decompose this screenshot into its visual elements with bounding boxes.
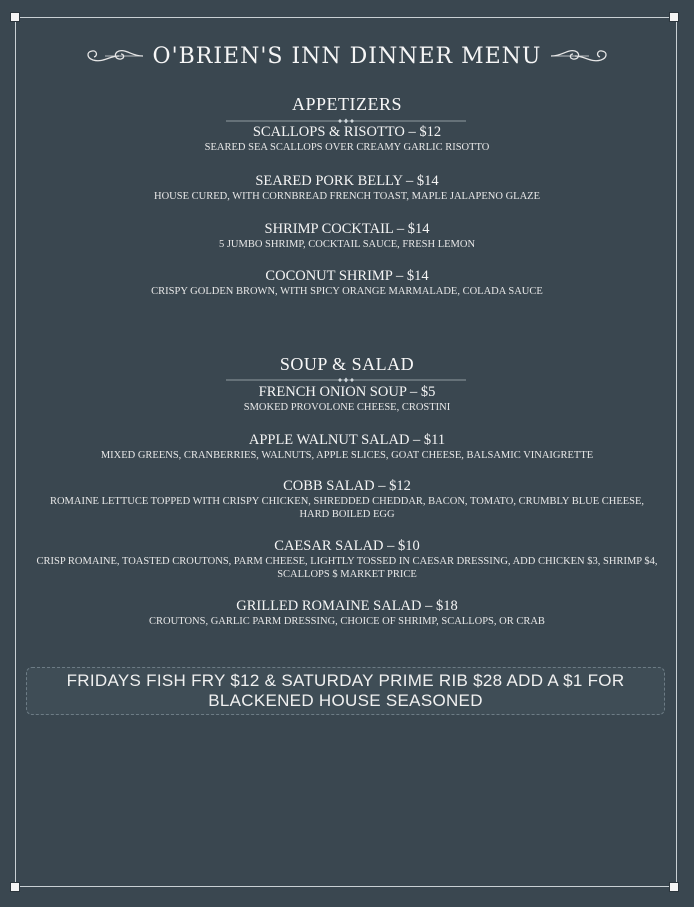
specials-banner-text: FRIDAYS FISH FRY $12 & SATURDAY PRIME RIB $28 ADD A $1 FOR BLACKENED HOUSE SEASONED [66, 671, 625, 710]
item-name: CAESAR SALAD – $10 [274, 538, 420, 554]
scroll-flourish-left-icon [83, 45, 145, 67]
item-description: CRISPY GOLDEN BROWN, WITH SPICY ORANGE MARMALADE, COLADA SAUCE [151, 286, 543, 297]
item-name: COBB SALAD – $12 [283, 478, 411, 494]
item-description: HOUSE CURED, WITH CORNBREAD FRENCH TOAST, MAPLE JALAPENO GLAZE [154, 191, 540, 202]
corner-square-icon [669, 882, 679, 892]
menu-item [40, 478, 654, 521]
item-name: APPLE WALNUT SALAD – $11 [248, 432, 446, 448]
item-description: ROMAINE LETTUCE TOPPED WITH CRISPY CHICKEN, SHREDDED CHEDDAR, BACON, TOMATO, CRUMBLY BLUE CHEESE, HARD BOILED EGG [49, 496, 645, 520]
section-heading-soup-salad: SOUP & SALAD [279, 354, 415, 374]
item-description: 5 JUMBO SHRIMP, COCKTAIL SAUCE, FRESH LEMON [218, 239, 476, 250]
section-heading-appetizers: APPETIZERS [291, 94, 402, 114]
menu-item [30, 432, 664, 462]
title-row [0, 40, 694, 72]
corner-square-icon [10, 882, 20, 892]
menu-item [34, 538, 660, 581]
item-description: MIXED GREENS, CRANBERRIES, WALNUTS, APPLE SLICES, GOAT CHEESE, BALSAMIC VINAIGRETTE [100, 450, 594, 461]
menu-item [30, 384, 664, 414]
menu-item [30, 124, 664, 154]
scroll-flourish-right-icon [549, 45, 611, 67]
item-description: CROUTONS, GARLIC PARM DRESSING, CHOICE OF SHRIMP, SCALLOPS, OR CRAB [149, 616, 545, 627]
menu-title: O'BRIEN'S INN DINNER MENU [152, 43, 542, 69]
menu-item [30, 173, 664, 203]
item-name: COCONUT SHRIMP – $14 [265, 268, 429, 284]
item-description: SEARED SEA SCALLOPS OVER CREAMY GARLIC RISOTTO [204, 142, 490, 153]
item-description: SMOKED PROVOLONE CHEESE, CROSTINI [243, 402, 451, 413]
menu-item [30, 221, 664, 251]
diamond-divider-icon [226, 376, 466, 384]
item-name: GRILLED ROMAINE SALAD – $18 [236, 598, 458, 614]
specials-banner [26, 667, 665, 715]
menu-item [30, 598, 664, 628]
item-name: SHRIMP COCKTAIL – $14 [264, 221, 430, 237]
item-description: CRISP ROMAINE, TOASTED CROUTONS, PARM CHEESE, LIGHTLY TOSSED IN CAESAR DRESSING, ADD CHICKEN $3, SHRIMP $4, SCALLOPS $ MARKET PRICE [36, 556, 658, 580]
menu-item [30, 268, 664, 298]
item-name: FRENCH ONION SOUP – $5 [258, 384, 436, 400]
corner-square-icon [669, 12, 679, 22]
item-name: SEARED PORK BELLY – $14 [255, 173, 439, 189]
item-name: SCALLOPS & RISOTTO – $12 [252, 124, 442, 140]
corner-square-icon [10, 12, 20, 22]
